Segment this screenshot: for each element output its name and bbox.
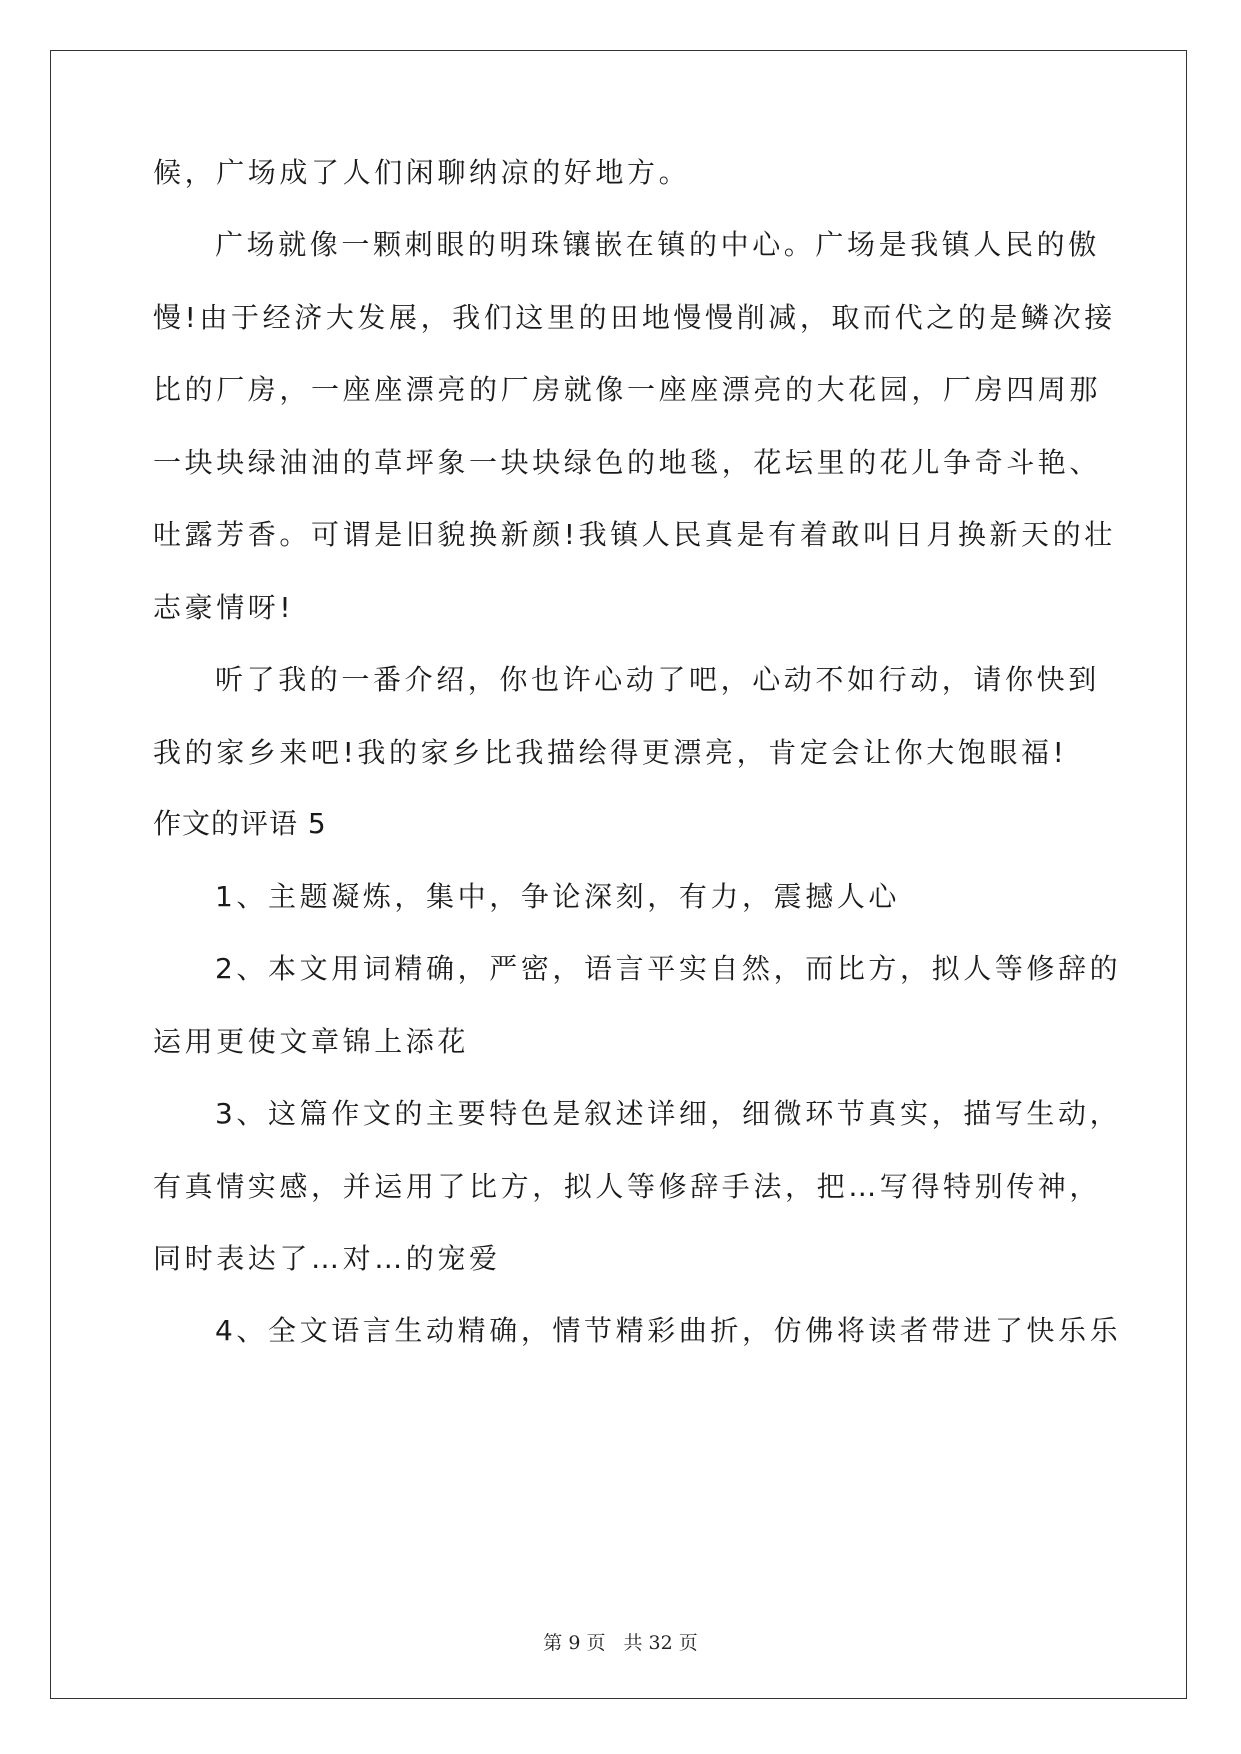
text-line: 运用更使文章锦上添花 <box>153 1025 470 1058</box>
text-line: 比的厂房，一座座漂亮的厂房就像一座座漂亮的大花园，厂房四周那 <box>153 373 1102 406</box>
paragraph-line: 1、主题凝炼，集中，争论深刻，有力，震撼人心 <box>215 880 901 913</box>
text-line: 吐露芳香。可谓是旧貌换新颜!我镇人民真是有着敢叫日月换新天的壮 <box>153 518 1116 551</box>
text-line: 同时表达了…对…的宠爱 <box>153 1242 501 1275</box>
page-total: 共 32 页 <box>623 1632 698 1654</box>
text-line: 候，广场成了人们闲聊纳凉的好地方。 <box>153 156 691 189</box>
paragraph-line: 广场就像一颗刺眼的明珠镶嵌在镇的中心。广场是我镇人民的傲 <box>215 228 1100 261</box>
text-line: 有真情实感，并运用了比方，拟人等修辞手法，把…写得特别传神， <box>153 1170 1102 1203</box>
paragraph-line: 2、本文用词精确，严密，语言平实自然，而比方，拟人等修辞的 <box>215 952 1122 985</box>
page-footer <box>0 1628 1241 1655</box>
paragraph-line: 3、这篇作文的主要特色是叙述详细，细微环节真实，描写生动， <box>215 1097 1122 1130</box>
paragraph-line: 听了我的一番介绍，你也许心动了吧，心动不如行动，请你快到 <box>215 663 1100 696</box>
text-line: 我的家乡来吧!我的家乡比我描绘得更漂亮，肯定会让你大饱眼福! <box>153 736 1068 769</box>
text-line: 慢!由于经济大发展，我们这里的田地慢慢削减，取而代之的是鳞次接 <box>153 301 1116 334</box>
text-line: 志豪情呀! <box>153 591 295 624</box>
paragraph-line: 4、全文语言生动精确，情节精彩曲折，仿佛将读者带进了快乐乐 <box>215 1314 1122 1347</box>
page-number: 第 9 页 <box>543 1632 606 1654</box>
section-heading: 作文的评语 5 <box>153 807 327 840</box>
text-line: 一块块绿油油的草坪象一块块绿色的地毯，花坛里的花儿争奇斗艳、 <box>153 446 1102 479</box>
